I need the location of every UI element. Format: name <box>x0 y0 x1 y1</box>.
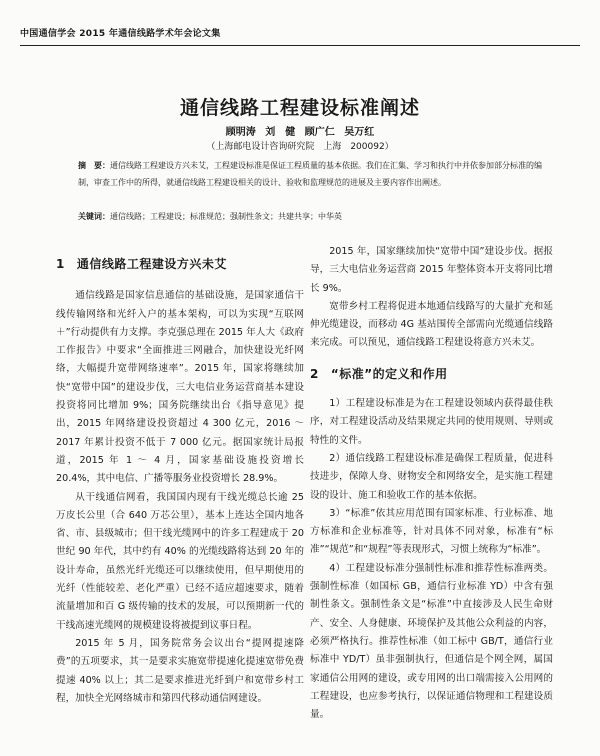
right-column <box>310 243 553 724</box>
body-paragraph: 宽带乡村工程将促进本地通信线路写的大量扩充和延伸光缆建设，而移动 4G 基站围传全部需向光缆通信线路来完成。可以预见，通信线路工程建设将意方兴未艾。 <box>310 300 553 349</box>
section-title: 通信线路工程建设方兴未艾 <box>76 257 227 271</box>
author-name: 顾明涛 <box>225 127 256 138</box>
body-paragraph: 2015 年 5 月，国务院常务会议出台“提网提速降费”的五项要求，其一是要求实施宽带提速化提速宽带免费提速 40% 以上；其二是要求推进光纤到户和宽带乡村工程，加快全光网络城市和第四代移动通信网建设。 <box>56 637 304 704</box>
keywords <box>78 210 542 224</box>
keywords-label: 关键词： <box>78 212 110 221</box>
abstract-text: 通信线路工程建设方兴未艾，工程建设标准是保证工程质量的基本依据。我们在汇集、学习和执行中并依参加部分标准的编制，审查工作中的所得，就通信线路工程建设相关的设计、验收和监理规范的进展及主要内容作出阐述。 <box>78 161 542 187</box>
author-name: 刘 健 <box>265 127 296 138</box>
body-paragraph: 1）工程建设标准是为在工程建设领域内获得最佳秩序，对工程建设活动及结果规定共同的使用规则、导则或特性的文件。 <box>310 398 553 446</box>
body-paragraph: 通信线路是国家信息通信的基础设施，是国家通信干线传输网络和光纤入户的基本架构，可以为实现“互联网＋”行动提供有力支撑。李克强总理在 2015 年人大《政府工作报告》中要求“全面推进三网融合，加快建设光纤网络，大幅提升宽带网络速率”。2015 年，国家将继续加快“宽带中国”的建设步伐，三大电信业务运营商基本建设投资将同比增加 9%；国务院继续出台《指导意见》提出，2015 年网络建设投资超过 4 300 亿元，2016 ～ 2017 年累计投资不低于 7 000 亿元。据国家统计局报道，2015 年 1 ～ 4 月，国家基础设施投资增长 20.4%，其中电信、广播等服务业投资增长 28.9%。 <box>56 290 304 485</box>
abstract <box>78 157 542 191</box>
paper-title: 通信线路工程建设标准阐述 <box>179 97 420 119</box>
left-column <box>56 245 304 708</box>
authors <box>0 123 600 138</box>
body-paragraph: 3）“标准”依其应用范围有国家标准、行业标准、地方标准和企业标准等，针对具体不同对象，标准有“标准”“规范”和“规程”等表现形式，习惯上统称为“标准”。 <box>310 507 553 556</box>
author-name: 顾广仁 <box>304 127 335 138</box>
body-paragraph: 2015 年，国家继续加快“宽带中国”建设步伐。据报导，三大电信业务运营商 2015 年整体资本开支将同比增长 9%。 <box>310 246 553 294</box>
abstract-label: 摘 要： <box>78 161 110 170</box>
section-heading-2 <box>310 365 553 383</box>
affiliation: （上海邮电设计咨询研究院 上海 200092） <box>206 142 394 152</box>
body-paragraph: 从干线通信网看，我国国内现有干线光缆总长逾 25 万皮长公里（合 640 万芯公里），基本上连达全国内地各省、市、县级城市；但干线光缆网中的许多工程建成于 20 世纪 90 年代，其中约有 40% 的光缆线路将达到 20 年的设计寿命，虽然光纤光缆还可以继续使用，但早期使用的光纤（性能较差、老化严重）已经不适应超速要求，随着流量增加和百 G 级传输的技术的发展，可以预期新一代的干线高速光缆网的规模建设将被提到议事日程。 <box>56 491 304 631</box>
section-number: 2 <box>310 366 319 381</box>
keywords-text: 通信线路；工程建设；标准规范；强制性条文；共建共享；中华英 <box>110 212 342 221</box>
body-paragraph: 2）通信线路工程建设标准是确保工程质量，促进科技进步，保障人身、财物安全和网络安全，是实施工程建设的设计、施工和验收工作的基本依据。 <box>310 452 553 501</box>
header-rule <box>20 45 580 46</box>
section-title: “标准”的定义和作用 <box>330 366 448 381</box>
section-heading-1 <box>56 255 304 273</box>
section-number: 1 <box>56 257 65 271</box>
body-paragraph: 4）工程建设标准分强制性标准和推荐性标准两类。强制性标准（如国标 GB，通信行业标准 YD）中含有强制性条文。强制性条文是“标准”中直接涉及人民生命财产、安全、人身健康、环境保护及其他公众利益的内容，必须严格执行。推荐性标准（如工标中 GB/T，通信行业标准中 YD/T）虽非强制执行，但通信是个网全网，属国家通信公用网的建设，或专用网的出口端需接入公用网的工程建设，也应参考执行，以保证通信物理和工程建设质量。 <box>310 562 553 721</box>
running-head: 中国通信学会 2015 年通信线路学术年会论文集 <box>20 29 221 39</box>
author-name: 吴万红 <box>344 127 375 138</box>
